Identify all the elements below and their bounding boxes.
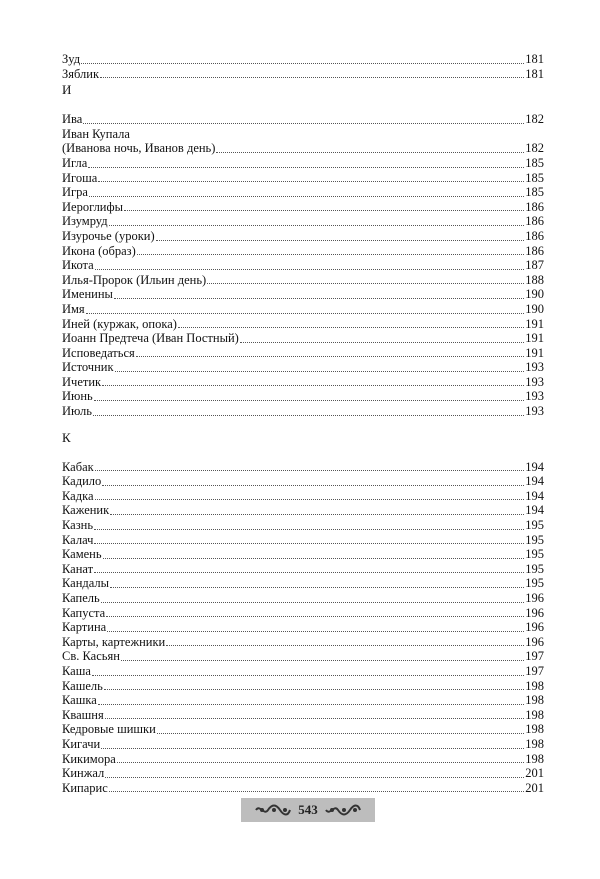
toc-entry[interactable]: [62, 562, 544, 577]
toc-entry[interactable]: [62, 518, 544, 533]
entry-page: 198: [525, 751, 544, 766]
entry-title: Иней (куржак, опока): [62, 316, 177, 331]
dot-leader: [95, 470, 525, 471]
dot-leader: [207, 283, 524, 284]
entry-title: Кашка: [62, 693, 97, 708]
entry-title: Кигачи: [62, 736, 101, 751]
dot-leader: [109, 791, 524, 792]
dot-leader: [95, 269, 525, 270]
entry-title: Калач: [62, 532, 94, 547]
toc-entry[interactable]: [62, 649, 544, 664]
entry-title: Каша: [62, 663, 91, 678]
toc-entry[interactable]: [62, 127, 544, 142]
dot-leader: [107, 631, 524, 632]
entry-page: 195: [525, 518, 544, 533]
entry-page: 196: [525, 605, 544, 620]
entry-title: Кадка: [62, 488, 94, 503]
toc-entry[interactable]: [62, 67, 544, 82]
toc-entry[interactable]: [62, 474, 544, 489]
entry-page: 197: [525, 663, 544, 678]
toc-entry[interactable]: [62, 460, 544, 475]
toc-entry[interactable]: [62, 171, 544, 186]
dot-leader: [101, 748, 524, 749]
toc-entry[interactable]: [62, 606, 544, 621]
dot-leader: [110, 514, 524, 515]
dot-leader: [105, 777, 524, 778]
entry-title: Каженик: [62, 503, 110, 518]
dot-leader: [94, 400, 524, 401]
toc-entry[interactable]: [62, 679, 544, 694]
entry-title: Кандалы: [62, 576, 110, 591]
dot-leader: [98, 704, 524, 705]
entry-title: Игла: [62, 155, 88, 170]
entry-page: 198: [525, 678, 544, 693]
entry-page: 196: [525, 634, 544, 649]
toc-entry[interactable]: [62, 331, 544, 346]
dot-leader: [117, 762, 525, 763]
entry-page: 185: [525, 170, 544, 185]
entry-page: 195: [525, 561, 544, 576]
entry-page: 194: [525, 503, 544, 518]
entry-page: 182: [525, 112, 544, 127]
entry-page: 193: [525, 389, 544, 404]
dot-leader: [104, 689, 524, 690]
dot-leader: [93, 415, 524, 416]
entry-page: 201: [525, 766, 544, 781]
entry-page: 190: [525, 301, 544, 316]
entry-page: 190: [525, 287, 544, 302]
entry-page: 186: [525, 228, 544, 243]
entry-page: 195: [525, 547, 544, 562]
entry-title: Кадило: [62, 474, 102, 489]
toc-entry[interactable]: [62, 287, 544, 302]
dot-leader: [98, 181, 524, 182]
entry-page: 185: [525, 185, 544, 200]
entry-page: 198: [525, 736, 544, 751]
entry-title: Канат: [62, 561, 94, 576]
page-footer: [241, 798, 375, 822]
entry-page: 182: [525, 141, 544, 156]
entry-title: Игоша: [62, 170, 98, 185]
toc-entry[interactable]: [62, 766, 544, 781]
entry-page: 191: [525, 316, 544, 331]
entry-title: Кинжал: [62, 766, 105, 781]
table-of-contents: [62, 52, 544, 795]
toc-entry[interactable]: [62, 503, 544, 518]
entry-page: 186: [525, 199, 544, 214]
dot-leader: [156, 240, 525, 241]
toc-entry[interactable]: [62, 52, 544, 67]
dot-leader: [81, 63, 524, 64]
dot-leader: [92, 675, 524, 676]
entry-title: Икона (образ): [62, 243, 136, 258]
dot-leader: [124, 210, 524, 211]
entry-page: 186: [525, 243, 544, 258]
toc-entry[interactable]: [62, 302, 544, 317]
entry-title: Иван Купала: [62, 126, 130, 141]
entry-title: Кикимора: [62, 751, 116, 766]
ornament-icon: [254, 804, 292, 816]
entry-page: 181: [525, 66, 544, 81]
toc-entry[interactable]: [62, 214, 544, 229]
section-letter: К: [62, 429, 71, 445]
toc-entry[interactable]: [62, 346, 544, 361]
toc-entry[interactable]: [62, 229, 544, 244]
entry-title: Изумруд: [62, 214, 108, 229]
entry-page: 196: [525, 620, 544, 635]
entry-title: Кабак: [62, 459, 94, 474]
dot-leader: [109, 225, 525, 226]
entry-page: 198: [525, 693, 544, 708]
entry-title: Илья-Пророк (Ильин день): [62, 272, 207, 287]
dot-leader: [121, 660, 524, 661]
entry-page: 193: [525, 404, 544, 419]
toc-entry[interactable]: [62, 185, 544, 200]
entry-title: Исповедаться: [62, 345, 135, 360]
dot-leader: [110, 587, 524, 588]
toc-entry[interactable]: [62, 722, 544, 737]
toc-entry[interactable]: [62, 591, 544, 606]
entry-title: Ива: [62, 112, 83, 127]
toc-entry[interactable]: [62, 404, 544, 419]
dot-leader: [106, 616, 524, 617]
toc-entry[interactable]: [62, 635, 544, 650]
entry-page: 198: [525, 707, 544, 722]
toc-entry[interactable]: [62, 156, 544, 171]
dot-leader: [94, 572, 524, 573]
dot-leader: [100, 77, 524, 78]
entry-page: 194: [525, 459, 544, 474]
entry-title: Кипарис: [62, 780, 108, 795]
entry-title: Иоанн Предтеча (Иван Постный): [62, 331, 239, 346]
section-letter: И: [62, 82, 72, 98]
ornament-icon: [324, 804, 362, 816]
entry-page: 191: [525, 331, 544, 346]
toc-entry[interactable]: [62, 664, 544, 679]
entry-title: Камень: [62, 547, 102, 562]
entry-page: 194: [525, 488, 544, 503]
toc-entry[interactable]: [62, 258, 544, 273]
entry-title: Св. Касьян: [62, 649, 120, 664]
entry-page: 186: [525, 214, 544, 229]
toc-entry[interactable]: [62, 693, 544, 708]
entry-page: 181: [525, 52, 544, 66]
dot-leader: [101, 602, 525, 603]
entry-title: Июнь: [62, 389, 93, 404]
toc-entry[interactable]: [62, 112, 544, 127]
entry-page: 193: [525, 374, 544, 389]
toc-entry[interactable]: [62, 620, 544, 635]
entry-title: Иероглифы: [62, 199, 123, 214]
entry-page: 188: [525, 272, 544, 287]
dot-leader: [240, 342, 524, 343]
dot-leader: [166, 645, 524, 646]
entry-title: Капуста: [62, 605, 106, 620]
toc-entry[interactable]: [62, 547, 544, 562]
entry-title: Кедровые шишки: [62, 722, 156, 737]
dot-leader: [178, 327, 524, 328]
entry-page: 201: [525, 780, 544, 795]
entry-title: Карты, картежники: [62, 634, 166, 649]
entry-title: Июль: [62, 404, 92, 419]
page-number: 543: [298, 802, 318, 817]
entry-title: Игра: [62, 185, 88, 200]
dot-leader: [137, 254, 525, 255]
entry-page: 196: [525, 591, 544, 605]
entry-page: 191: [525, 345, 544, 360]
entry-page: 195: [525, 532, 544, 547]
dot-leader: [114, 298, 524, 299]
dot-leader: [88, 167, 524, 168]
dot-leader: [95, 499, 525, 500]
toc-entry[interactable]: [62, 360, 544, 375]
toc-entry[interactable]: [62, 273, 544, 288]
toc-entry[interactable]: [62, 533, 544, 548]
dot-leader: [102, 485, 524, 486]
entry-page: 198: [525, 722, 544, 737]
dot-leader: [136, 356, 524, 357]
entry-title: Именины: [62, 287, 113, 302]
dot-leader: [94, 543, 524, 544]
entry-title: (Иванова ночь, Иванов день): [62, 141, 216, 156]
dot-leader: [103, 558, 525, 559]
toc-entry[interactable]: [62, 375, 544, 390]
entry-title: Капель: [62, 591, 100, 605]
toc-entry[interactable]: [62, 244, 544, 259]
dot-leader: [86, 313, 525, 314]
toc-entry[interactable]: [62, 781, 544, 796]
toc-entry[interactable]: [62, 200, 544, 215]
entry-title: Картина: [62, 620, 107, 635]
toc-entry[interactable]: [62, 752, 544, 767]
dot-leader: [216, 152, 524, 153]
entry-title: Кашель: [62, 678, 103, 693]
toc-entry[interactable]: [62, 708, 544, 723]
entry-page: 187: [525, 258, 544, 273]
dot-leader: [115, 371, 525, 372]
entry-title: Зуд: [62, 52, 81, 66]
entry-page: 185: [525, 155, 544, 170]
entry-title: Казнь: [62, 518, 94, 533]
entry-title: Изурочье (уроки): [62, 228, 155, 243]
dot-leader: [157, 733, 524, 734]
toc-entry[interactable]: [62, 141, 544, 156]
toc-entry[interactable]: [62, 489, 544, 504]
toc-entry[interactable]: [62, 317, 544, 332]
dot-leader: [83, 123, 524, 124]
entry-page: 194: [525, 474, 544, 489]
entry-title: Имя: [62, 301, 85, 316]
toc-entry[interactable]: [62, 737, 544, 752]
entry-page: 195: [525, 576, 544, 591]
entry-title: Источник: [62, 360, 114, 375]
entry-title: Ичетик: [62, 374, 102, 389]
toc-entry[interactable]: [62, 389, 544, 404]
entry-title: Зяблик: [62, 66, 100, 81]
entry-page: 197: [525, 649, 544, 664]
entry-title: Икота: [62, 258, 94, 273]
dot-leader: [89, 196, 524, 197]
dot-leader: [105, 718, 525, 719]
entry-title: Квашня: [62, 707, 104, 722]
entry-page: 193: [525, 360, 544, 375]
dot-leader: [102, 385, 524, 386]
dot-leader: [94, 529, 524, 530]
toc-entry[interactable]: [62, 576, 544, 591]
